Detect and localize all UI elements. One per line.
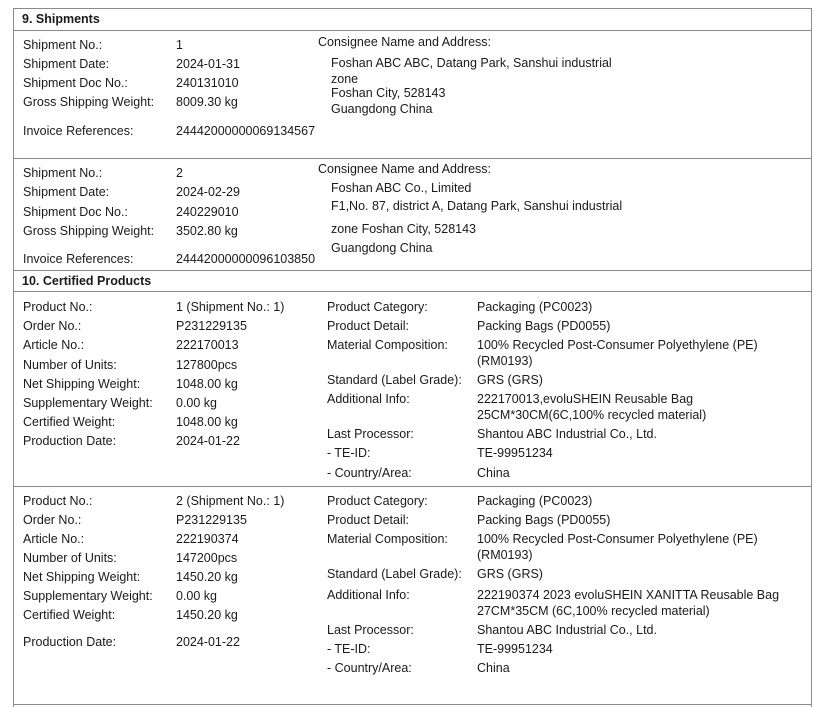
- product-value: 1450.20 kg: [176, 570, 238, 584]
- product-label: Order No.:: [23, 319, 82, 333]
- additional-info-value: 222170013,evoluSHEIN Reusable Bag: [477, 392, 694, 406]
- product-value: 1450.20 kg: [176, 608, 238, 622]
- section-title-certified-products: 10. Certified Products: [22, 274, 152, 288]
- divider: [13, 704, 812, 705]
- consignee-line: zone: [331, 72, 359, 86]
- product-label: Product Category:: [327, 494, 428, 508]
- product-label: Product Category:: [327, 300, 428, 314]
- consignee-label: Consignee Name and Address:: [318, 162, 492, 176]
- product-label: Last Processor:: [327, 623, 414, 637]
- standard-value: GRS (GRS): [477, 567, 543, 581]
- consignee-line: Foshan ABC Co., Limited: [331, 181, 472, 195]
- product-label: Additional Info:: [327, 588, 410, 602]
- divider: [13, 291, 812, 292]
- product-label: Supplementary Weight:: [23, 589, 153, 603]
- product-label: Certified Weight:: [23, 608, 116, 622]
- product-label: Certified Weight:: [23, 415, 116, 429]
- material-value: 100% Recycled Post-Consumer Polyethylene (PE): [477, 532, 758, 546]
- product-value: 2024-01-22: [176, 434, 240, 448]
- shipment-date-label: Shipment Date:: [23, 57, 110, 71]
- product-label: - TE-ID:: [327, 642, 371, 656]
- product-label: - TE-ID:: [327, 446, 371, 460]
- product-value: 0.00 kg: [176, 589, 218, 603]
- gross-weight-value: 8009.30 kg: [176, 95, 238, 109]
- material-value: (RM0193): [477, 548, 533, 562]
- product-value: 222170013: [176, 338, 239, 352]
- product-category-value: Packaging (PC0023): [477, 494, 593, 508]
- product-category-value: Packaging (PC0023): [477, 300, 593, 314]
- gross-weight-label: Gross Shipping Weight:: [23, 224, 155, 238]
- shipment-doc-value: 240229010: [176, 205, 239, 219]
- divider: [13, 270, 812, 271]
- divider: [13, 158, 812, 159]
- shipment-date-value: 2024-02-29: [176, 185, 240, 199]
- product-value: 2 (Shipment No.: 1): [176, 494, 285, 508]
- product-label: Number of Units:: [23, 551, 117, 565]
- shipment-doc-label: Shipment Doc No.:: [23, 205, 128, 219]
- product-value: P231229135: [176, 513, 247, 527]
- shipment-no-label: Shipment No.:: [23, 38, 103, 52]
- product-label: Product Detail:: [327, 513, 409, 527]
- invoice-label: Invoice References:: [23, 124, 134, 138]
- shipment-doc-value: 240131010: [176, 76, 239, 90]
- shipment-doc-label: Shipment Doc No.:: [23, 76, 128, 90]
- shipment-no-value: 1: [176, 38, 183, 52]
- consignee-label: Consignee Name and Address:: [318, 35, 492, 49]
- gross-weight-value: 3502.80 kg: [176, 224, 238, 238]
- product-value: 222190374: [176, 532, 239, 546]
- product-label: - Country/Area:: [327, 466, 412, 480]
- material-value: (RM0193): [477, 354, 533, 368]
- product-label: Order No.:: [23, 513, 82, 527]
- product-label: Production Date:: [23, 434, 117, 448]
- additional-info-value: 27CM*35CM (6C,100% recycled material): [477, 604, 710, 618]
- product-label: Standard (Label Grade):: [327, 373, 462, 387]
- product-label: Product No.:: [23, 494, 93, 508]
- product-value: 127800pcs: [176, 358, 238, 372]
- product-label: Article No.:: [23, 338, 85, 352]
- additional-info-value: 222190374 2023 evoluSHEIN XANITTA Reusable Bag: [477, 588, 780, 602]
- product-detail-value: Packing Bags (PD0055): [477, 319, 611, 333]
- consignee-line: Foshan City, 528143: [331, 86, 446, 100]
- product-label: Last Processor:: [327, 427, 414, 441]
- shipment-date-value: 2024-01-31: [176, 57, 240, 71]
- product-label: Additional Info:: [327, 392, 410, 406]
- product-label: Material Composition:: [327, 338, 448, 352]
- last-processor-value: Shantou ABC Industrial Co., Ltd.: [477, 623, 657, 637]
- invoice-value: 24442000000069134567: [176, 124, 316, 138]
- consignee-line: Guangdong China: [331, 241, 433, 255]
- product-value: 1048.00 kg: [176, 377, 238, 391]
- invoice-value: 24442000000096103850: [176, 252, 316, 266]
- product-value: 0.00 kg: [176, 396, 218, 410]
- product-label: Net Shipping Weight:: [23, 377, 141, 391]
- shipment-no-value: 2: [176, 166, 183, 180]
- last-processor-value: Shantou ABC Industrial Co., Ltd.: [477, 427, 657, 441]
- consignee-line: F1,No. 87, district A, Datang Park, Sanshui industrial: [331, 199, 623, 213]
- te-id-value: TE-99951234: [477, 642, 553, 656]
- product-value: 1048.00 kg: [176, 415, 238, 429]
- material-value: 100% Recycled Post-Consumer Polyethylene (PE): [477, 338, 758, 352]
- product-detail-value: Packing Bags (PD0055): [477, 513, 611, 527]
- product-label: Number of Units:: [23, 358, 117, 372]
- te-id-value: TE-99951234: [477, 446, 553, 460]
- consignee-line: Guangdong China: [331, 102, 433, 116]
- shipment-no-label: Shipment No.:: [23, 166, 103, 180]
- additional-info-value: 25CM*30CM(6C,100% recycled material): [477, 408, 707, 422]
- product-label: Article No.:: [23, 532, 85, 546]
- product-label: Net Shipping Weight:: [23, 570, 141, 584]
- product-value: 147200pcs: [176, 551, 238, 565]
- product-label: Material Composition:: [327, 532, 448, 546]
- product-label: Supplementary Weight:: [23, 396, 153, 410]
- standard-value: GRS (GRS): [477, 373, 543, 387]
- consignee-line: zone Foshan City, 528143: [331, 222, 477, 236]
- country-value: China: [477, 466, 510, 480]
- product-label: Standard (Label Grade):: [327, 567, 462, 581]
- divider: [13, 30, 812, 31]
- consignee-line: Foshan ABC ABC, Datang Park, Sanshui industrial: [331, 56, 612, 70]
- section-title-shipments: 9. Shipments: [22, 12, 100, 26]
- product-label: Product No.:: [23, 300, 93, 314]
- product-label: - Country/Area:: [327, 661, 412, 675]
- shipment-date-label: Shipment Date:: [23, 185, 110, 199]
- product-label: Product Detail:: [327, 319, 409, 333]
- divider: [13, 486, 812, 487]
- gross-weight-label: Gross Shipping Weight:: [23, 95, 155, 109]
- country-value: China: [477, 661, 510, 675]
- product-value: 2024-01-22: [176, 635, 240, 649]
- product-value: P231229135: [176, 319, 247, 333]
- product-label: Production Date:: [23, 635, 117, 649]
- invoice-label: Invoice References:: [23, 252, 134, 266]
- product-value: 1 (Shipment No.: 1): [176, 300, 285, 314]
